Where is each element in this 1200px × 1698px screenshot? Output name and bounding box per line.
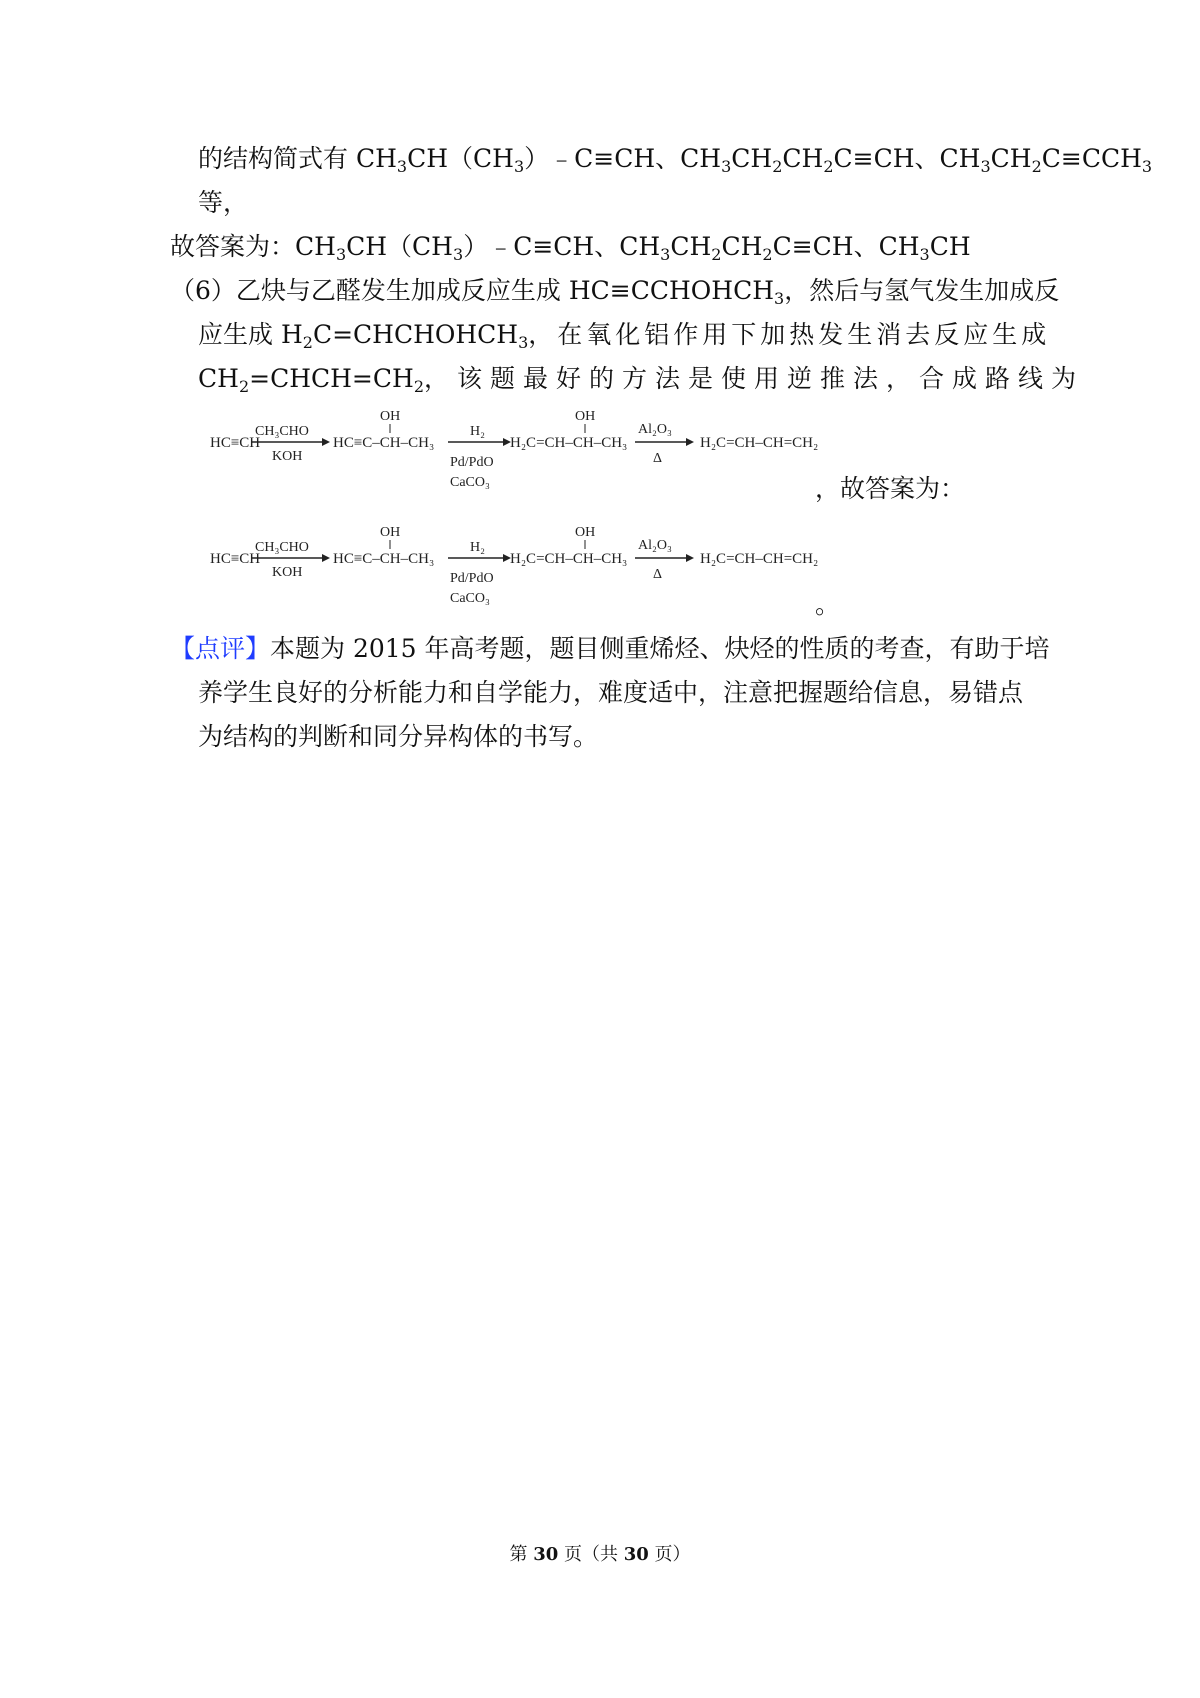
page-number: 30: [533, 1544, 559, 1565]
page-total: 30: [623, 1544, 649, 1565]
answer-line-2: 等，: [198, 188, 249, 217]
scheme-intermediate-1: HC≡C–CH–CH₃: [333, 551, 435, 567]
answer-intro: ，故答案为：: [815, 474, 966, 503]
scheme-reagent2-bottom-1: Pd/PdO: [450, 455, 494, 470]
scheme-intermediate-2: H₂C=CH–CH–CH₃: [510, 435, 628, 451]
scheme-reagent2-top: H₂: [470, 540, 485, 555]
scheme-oh-1: OH: [380, 525, 401, 540]
scheme-reagent2-bottom-2: CaCO₃: [450, 591, 490, 606]
page-footer: 第 30 页（共 30 页）: [509, 1544, 691, 1565]
scheme-reagent1-top: CH₃CHO: [255, 540, 309, 555]
scheme-reagent2-top: H₂: [470, 424, 485, 439]
scheme-start: HC≡CH: [210, 435, 261, 451]
synthesis-route-diagram-1: [210, 400, 910, 500]
scheme-intermediate-1: HC≡C–CH–CH₃: [333, 435, 435, 451]
review-line-2: 养学生良好的分析能力和自学能力，难度适中，注意把握题给信息，易错点: [198, 678, 1024, 707]
synthesis-route-diagram-2: [210, 516, 910, 616]
scheme-reagent3-top: Al₂O₃: [638, 422, 672, 437]
scheme-product: H₂C=CH–CH=CH₂: [700, 551, 819, 567]
part6-line-1: （6）乙炔与乙醛发生加成反应生成 $HC\equiv CCHOHCH_3$，然后与氢气发生加成反: [170, 276, 1060, 308]
part6-line-2: 应生成 H $_2C=CHCHOHCH_3$，在氧化铝作用下加热发生消去反应生成: [198, 320, 1051, 352]
review-line-3: 为结构的判断和同分异构体的书写。: [198, 722, 599, 751]
answer-summary-line: 故答案为：$CH_3CH(CH_3)﹣C\equiv CH$、$CH_3CH_2CH_2C\equiv CH$、$CH_3CH$: [170, 232, 971, 264]
answer-line-1: 的结构简式有 $CH_3CH(CH_3)﹣C\equiv CH$、$CH_3CH_2CH_2C\equiv CH$、$CH_3CH_2C\equiv CCH_3$: [198, 144, 1153, 176]
scheme-reagent1-bottom: KOH: [272, 565, 303, 580]
review-label: 【点评】: [170, 634, 271, 663]
scheme-reagent2-bottom-2: CaCO₃: [450, 475, 490, 490]
review-line-1: 【点评】本题为 2015 年高考题，题目侧重烯烃、炔烃的性质的考查，有助于培: [170, 634, 1050, 663]
scheme-oh-2: OH: [575, 409, 596, 424]
scheme-reagent3-bottom: Δ: [653, 451, 663, 466]
scheme-oh-1: OH: [380, 409, 401, 424]
scheme-reagent3-top: Al₂O₃: [638, 538, 672, 553]
scheme-reagent3-bottom: Δ: [653, 567, 663, 582]
part6-line-3: $CH_2=CHCH=CH_2$ ，该题最好的方法是使用逆推法，合成路线为: [198, 364, 1085, 396]
scheme-reagent1-bottom: KOH: [272, 449, 303, 464]
final-period: 。: [815, 590, 841, 619]
scheme-reagent1-top: CH₃CHO: [255, 424, 309, 439]
scheme-reagent2-bottom-1: Pd/PdO: [450, 571, 494, 586]
scheme-start: HC≡CH: [210, 551, 261, 567]
scheme-product: H₂C=CH–CH=CH₂: [700, 435, 819, 451]
scheme-intermediate-2: H₂C=CH–CH–CH₃: [510, 551, 628, 567]
scheme-oh-2: OH: [575, 525, 596, 540]
